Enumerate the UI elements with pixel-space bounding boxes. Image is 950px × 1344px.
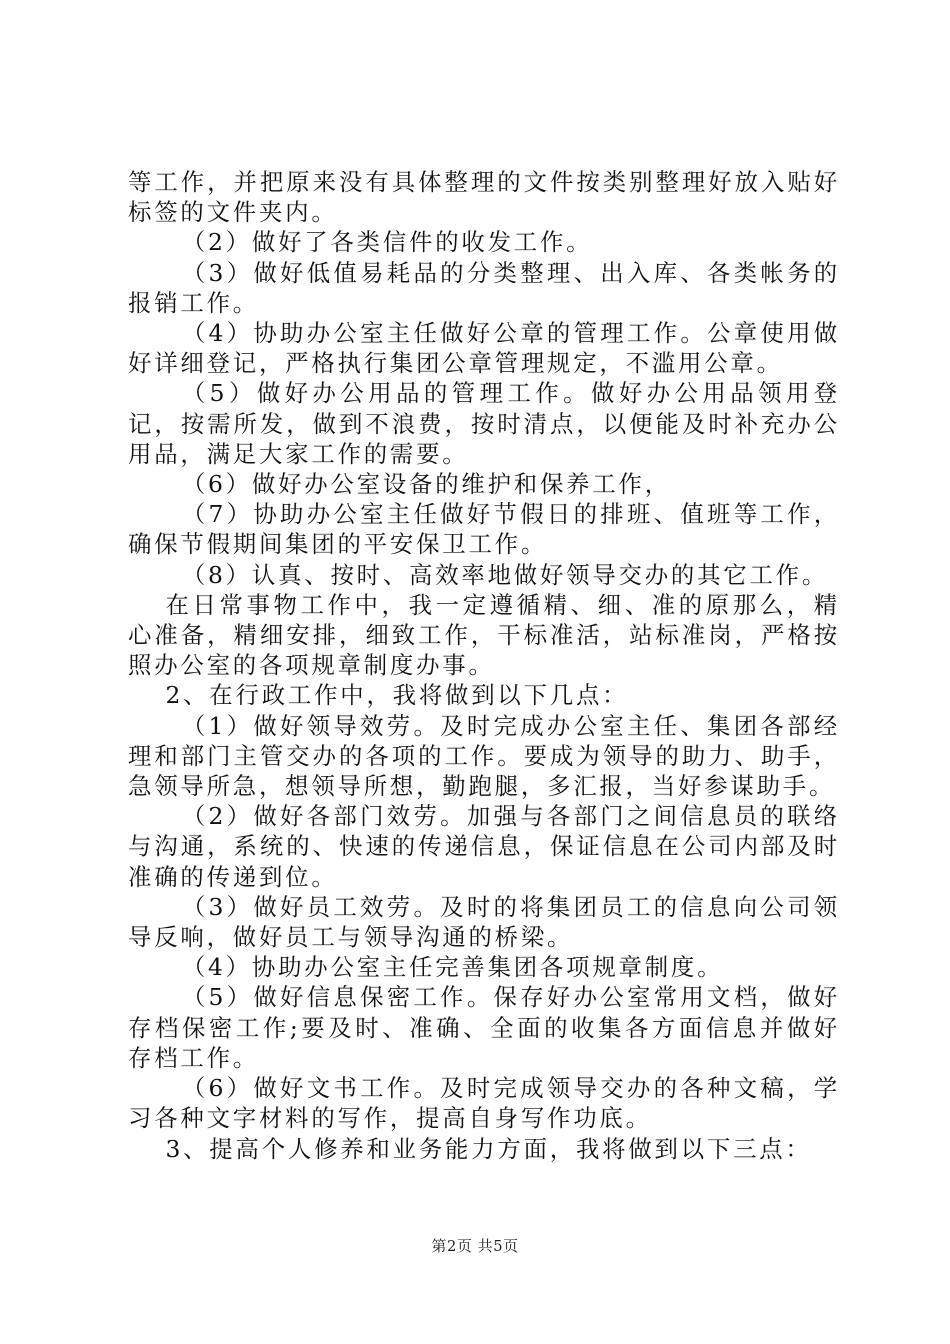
paragraph: （8）认真、按时、高效率地做好领导交办的其它工作。 xyxy=(181,560,829,589)
paragraph: （2）做好了各类信件的收发工作。 xyxy=(181,228,593,257)
paragraph: （4）协助办公室主任做好公章的管理工作。公章使用做好详细登记，严格执行集团公章管理规定，不滥用公章。 xyxy=(128,319,840,378)
document-body xyxy=(128,167,840,1164)
paragraph: （5）做好办公用品的管理工作。做好办公用品领用登记，按需所发，做到不浪费，按时清点，以便能及时补充办公用品，满足大家工作的需要。 xyxy=(128,379,840,468)
paragraph: （5）做好信息保密工作。保存好办公室常用文档，做好存档保密工作;要及时、准确、全面的收集各方面信息并做好存档工作。 xyxy=(128,983,840,1072)
paragraph: 2、在行政工作中，我将做到以下几点： xyxy=(165,681,629,710)
page-footer: 第2页 共5页 xyxy=(431,1237,519,1255)
paragraph: 3、提高个人修养和业务能力方面，我将做到以下三点： xyxy=(165,1134,812,1163)
paragraph: （7）协助办公室主任做好节假日的排班、值班等工作，确保节假期间集团的平安保卫工作。 xyxy=(128,500,840,559)
paragraph: （6）做好办公室设备的维护和保养工作， xyxy=(181,470,671,499)
paragraph: （2）做好各部门效劳。加强与各部门之间信息员的联络与沟通，系统的、快速的传递信息，保证信息在公司内部及时准确的传递到位。 xyxy=(128,802,840,891)
paragraph: 等工作，并把原来没有具体整理的文件按类别整理好放入贴好标签的文件夹内。 xyxy=(128,168,840,227)
paragraph: 在日常事物工作中，我一定遵循精、细、准的原那么，精心准备，精细安排，细致工作，干标准活，站标准岗，严格按照办公室的各项规章制度办事。 xyxy=(128,590,840,680)
paragraph: （4）协助办公室主任完善集团各项规章制度。 xyxy=(181,953,724,982)
paragraph: （1）做好领导效劳。及时完成办公室主任、集团各部经理和部门主管交办的各项的工作。要成为领导的助力、助手，急领导所急，想领导所想，勤跑腿，多汇报，当好参谋助手。 xyxy=(128,711,840,801)
paragraph: （3）做好员工效劳。及时的将集团员工的信息向公司领导反响，做好员工与领导沟通的桥梁。 xyxy=(128,892,840,952)
paragraph: （3）做好低值易耗品的分类整理、出入库、各类帐务的报销工作。 xyxy=(128,258,840,317)
paragraph: （6）做好文书工作。及时完成领导交办的各种文稿，学习各种文字材料的写作，提高自身写作功底。 xyxy=(128,1074,840,1133)
